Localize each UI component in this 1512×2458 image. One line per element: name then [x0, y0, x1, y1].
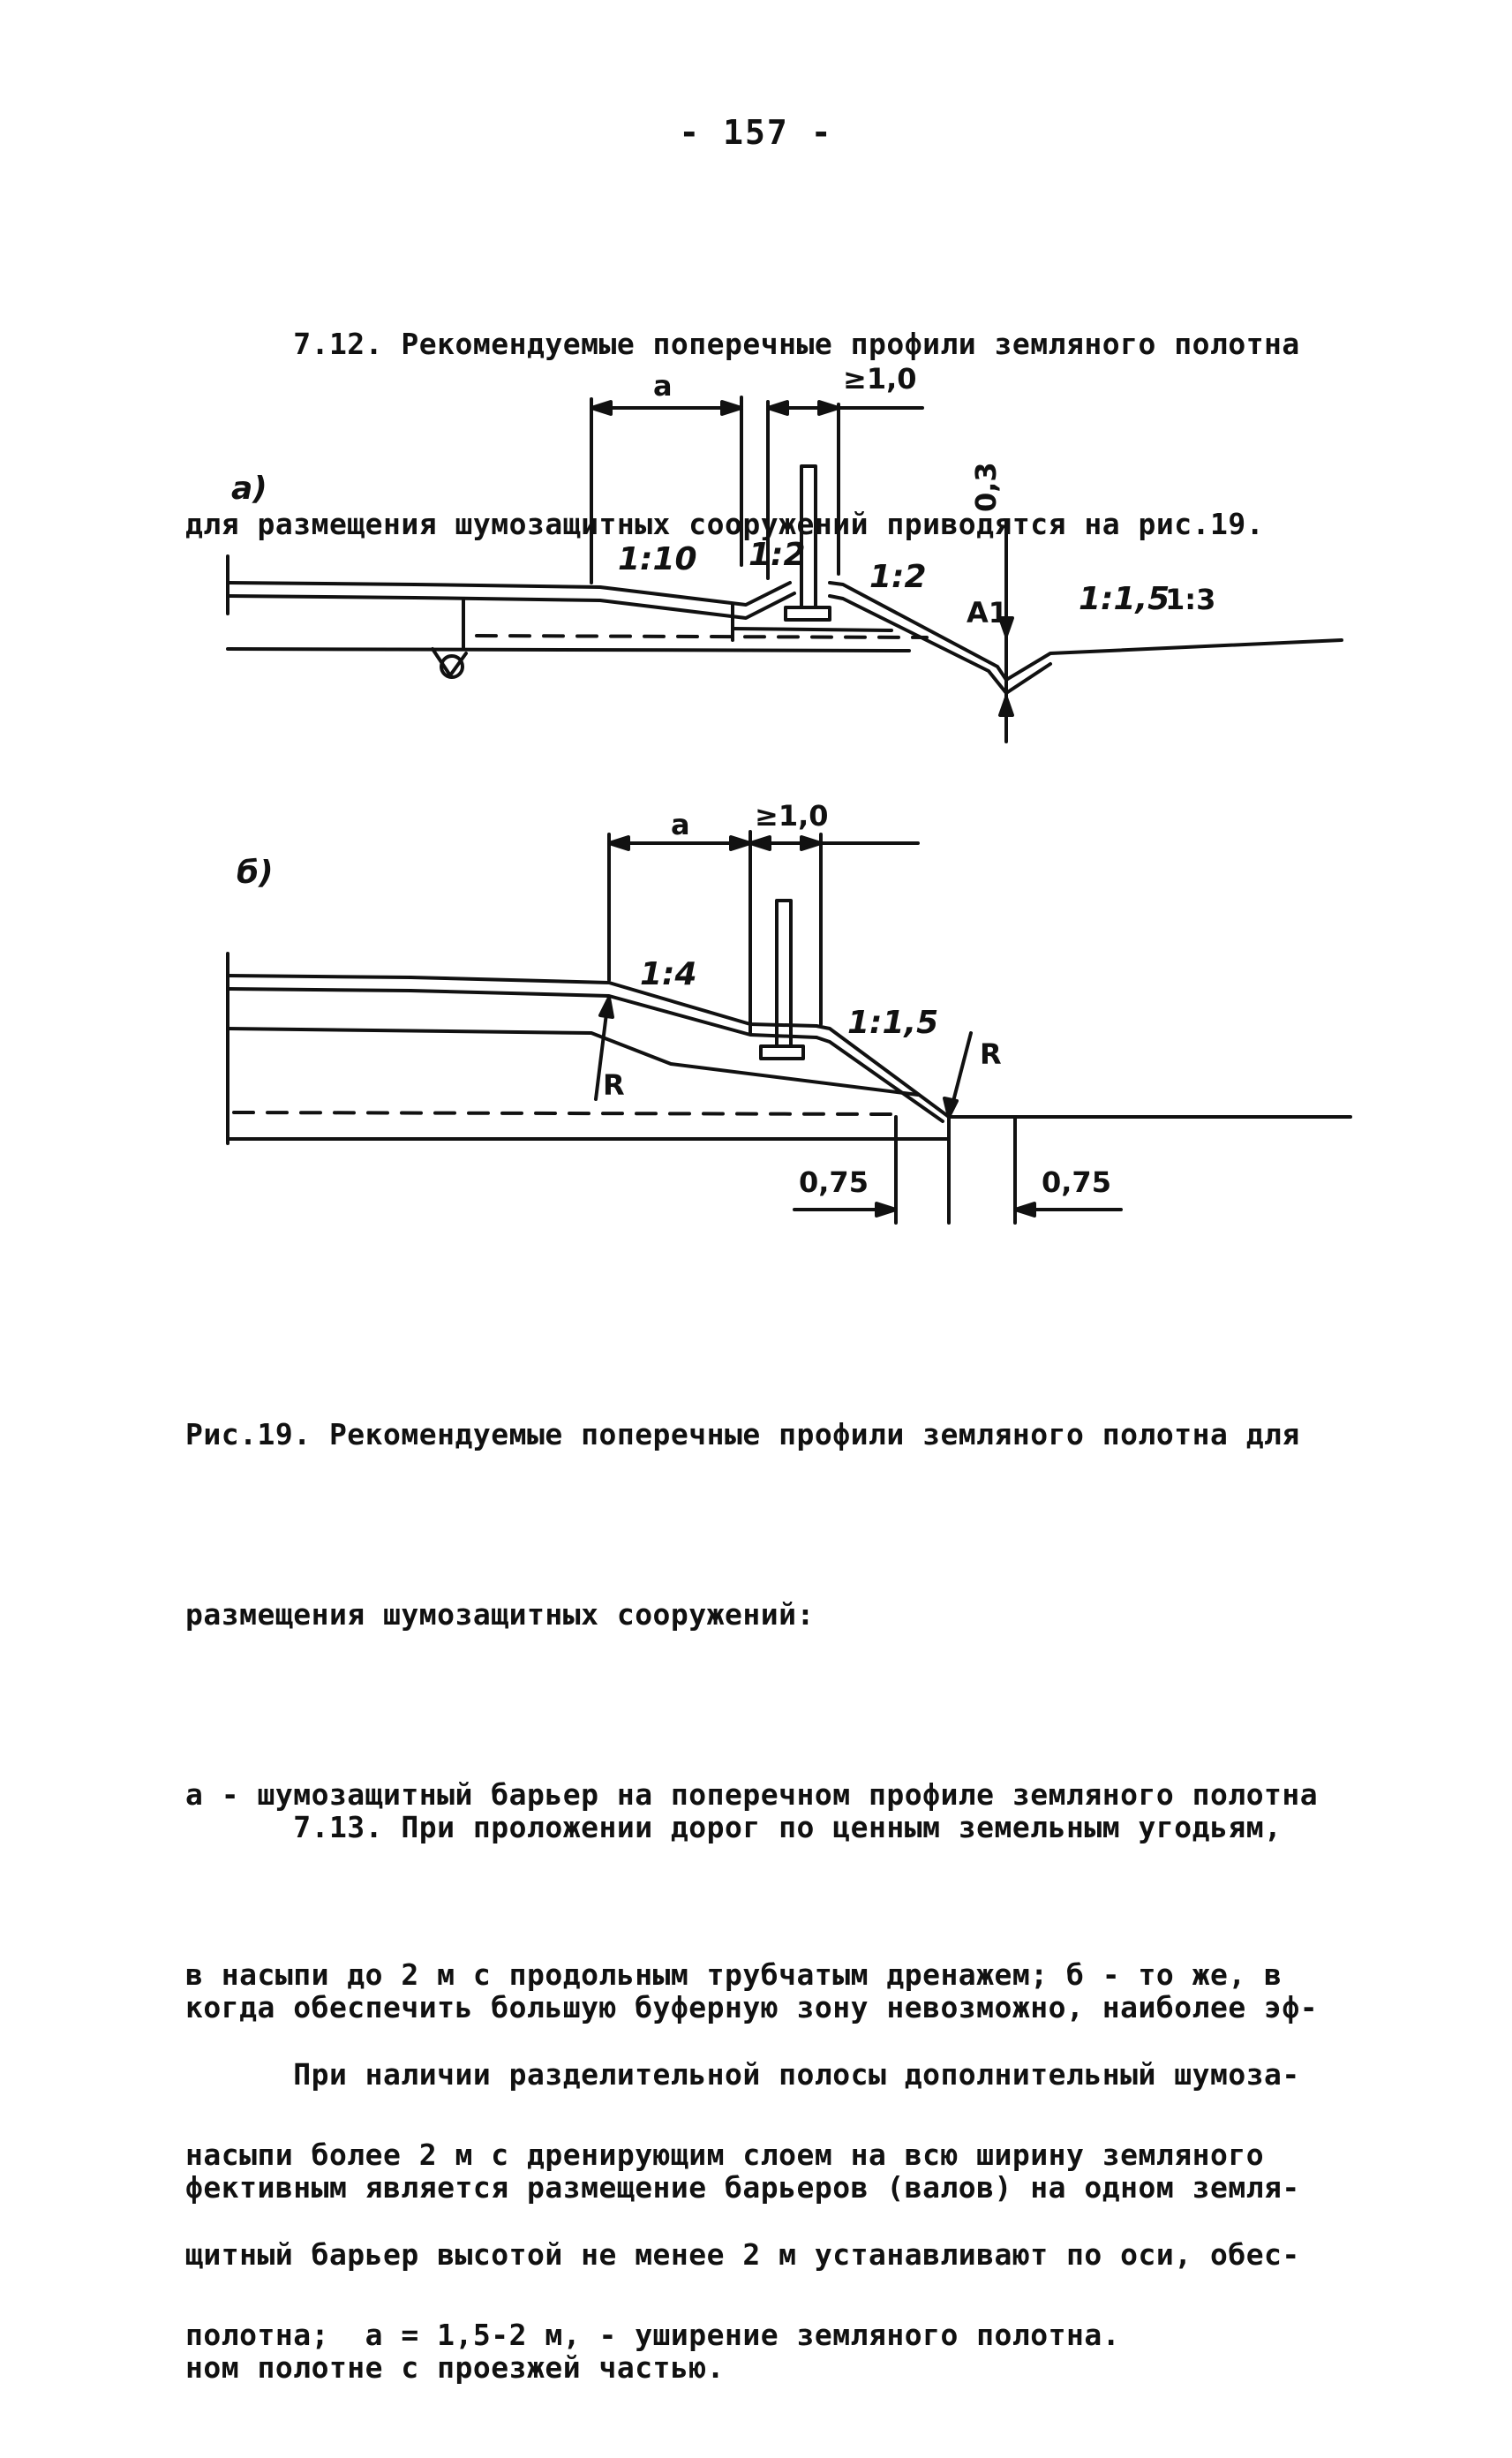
profile-b — [228, 832, 1350, 1223]
slope-label: 1:2 — [869, 559, 927, 595]
point-mark: А1 — [967, 596, 1009, 630]
text-line: Рис.19. Рекомендуемые поперечные профили земляного полотна для — [185, 1417, 1300, 1451]
text-line: 7.13. При проложении дорог по ценным земельным угодьям, — [185, 1810, 1283, 1844]
panel-b-label: б) — [237, 855, 274, 891]
dim-a-label: a — [671, 808, 690, 841]
dashed-layer-a — [477, 636, 927, 637]
text-line: когда обеспечить большую буферную зону невозможно, наиболее эф- — [185, 1990, 1319, 2024]
text-line: щитный барьер высотой не менее 2 м устанавливают по оси, обес- — [185, 2237, 1300, 2272]
slope-label: 1:1,5 — [847, 1005, 939, 1041]
slope-label: 1:3 — [1165, 583, 1216, 616]
page-number: - 157 - — [679, 113, 833, 152]
text-line: ном полотне с проезжей частью. — [185, 2350, 726, 2385]
bottom-dim-label: 0,75 — [1042, 1165, 1111, 1199]
dim-a-label: a — [653, 369, 673, 403]
text-line: насыпи более 2 м с дренирующим слоем на всю ширину земляного — [185, 2138, 1265, 2172]
text-line: для размещения шумозащитных сооружений приводятся на рис.19. — [185, 507, 1265, 541]
text-line: а - шумозащитный барьер на поперечном профиле земляного полотна — [185, 1777, 1319, 1812]
text-line: полотна; а = 1,5-2 м, - уширение земляного полотна. — [185, 2318, 1121, 2352]
panel-a-label: а) — [231, 471, 267, 507]
slope-label: 1:4 — [640, 956, 697, 992]
bottom-dim-label: 0,75 — [799, 1165, 869, 1199]
slope-label: 1:2 — [748, 537, 806, 573]
slope-label: 1:10 — [618, 541, 697, 577]
paragraph-continued — [185, 1925, 1300, 2345]
text-line: фективным является размещение барьеров (валов) на одном земля- — [185, 2170, 1300, 2205]
depth-dim-label: 0,3 — [969, 462, 1003, 512]
radius-label: R — [603, 1068, 625, 1102]
text-line: 7.12. Рекомендуемые поперечные профили земляного полотна — [185, 327, 1300, 361]
slope-label: 1:1,5 — [1079, 581, 1170, 617]
radius-label: R — [980, 1037, 1002, 1071]
dashed-layer-b — [234, 1112, 891, 1114]
text-line: При наличии разделительной полосы дополнительный шумоза- — [185, 2057, 1300, 2092]
dim-min-label: ≥1,0 — [755, 799, 829, 833]
text-line: размещения шумозащитных сооружений: — [185, 1597, 815, 1632]
dim-min-label: ≥1,0 — [843, 362, 917, 396]
text-line: в насыпи до 2 м с продольным трубчатым дренажем; б - то же, в — [185, 1957, 1283, 1992]
